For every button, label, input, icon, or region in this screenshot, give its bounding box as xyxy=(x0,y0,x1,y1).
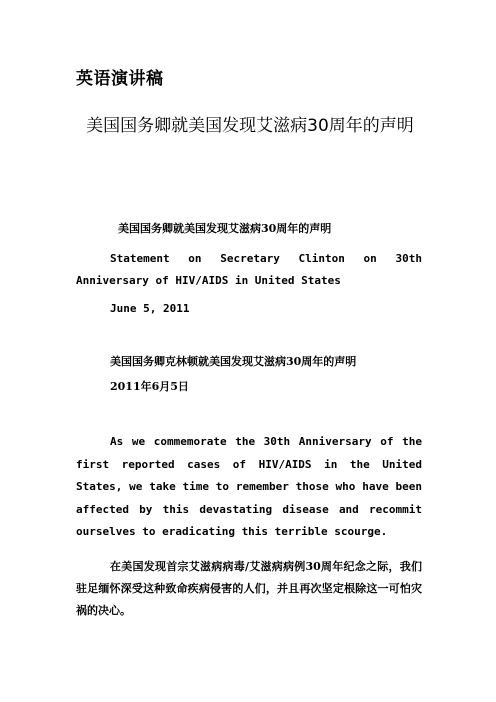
document-title: 美国国务卿就美国发现艾滋病30周年的声明 xyxy=(86,116,414,136)
subtitle-chinese: 美国国务卿就美国发现艾滋病30周年的声明 xyxy=(118,222,332,235)
date-english: June 5, 2011 xyxy=(110,302,190,315)
statement-heading-english: Statement on Secretary Clinton on 30th Anniversary of HIV/AIDS in United States xyxy=(76,252,422,287)
paragraph-chinese: 在美国发现首宗艾滋病病毒/艾滋病病例30周年纪念之际，我们驻足缅怀深受这种致命疾病侵害的人们，并且再次坚定根除这一可怕灾祸的决心。 xyxy=(76,560,422,617)
document-label: 英语演讲稿 xyxy=(76,69,164,89)
paragraph-english: As we commemorate the 30th Anniversary of the first reported cases of HIV/AIDS in the United States, we take time to remember those who have been affected by this devastating disease and recommit ourselves to eradicating this terrible scourge. xyxy=(76,435,422,538)
statement-heading-chinese: 美国国务卿克林顿就美国发现艾滋病30周年的声明 xyxy=(110,355,357,368)
date-chinese: 2011年6月5日 xyxy=(110,380,189,393)
